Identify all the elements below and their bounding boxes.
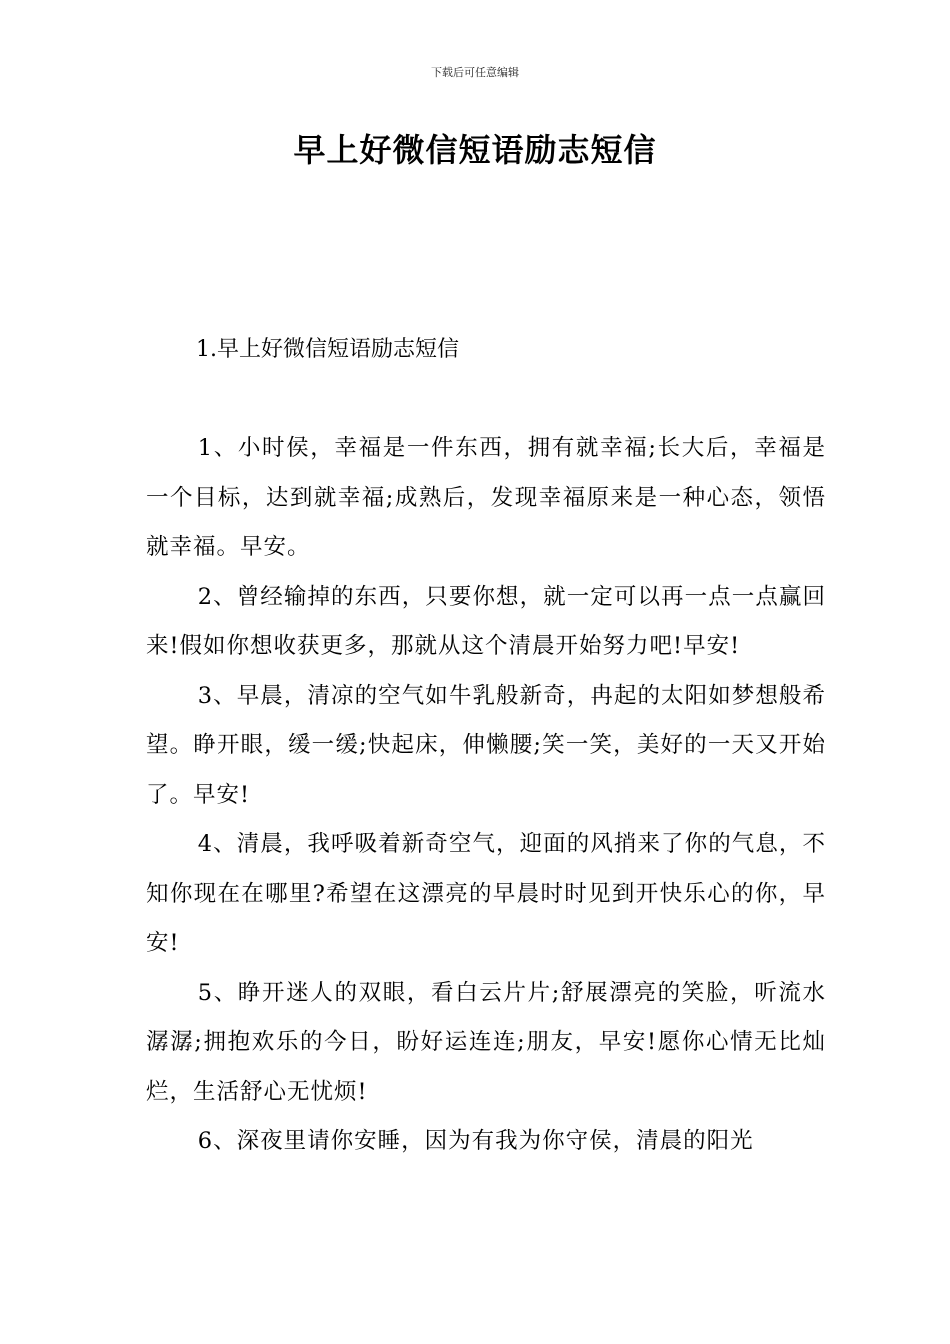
paragraph-3: 3、早晨，清凉的空气如牛乳般新奇，冉起的太阳如梦想般希望。睁开眼，缓一缓;快起床，伸懒腰;笑一笑，美好的一天又开始了。早安! [146, 682, 826, 808]
document-title: 早上好微信短语励志短信 [293, 131, 657, 169]
paragraph-4: 4、清晨，我呼吸着新奇空气，迎面的风捎来了你的气息，不知你现在在哪里?希望在这漂亮的早晨时时见到开快乐心的你，早安! [146, 831, 826, 956]
paragraph-6: 6、深夜里请你安睡，因为有我为你守侯，清晨的阳光 [197, 1128, 754, 1154]
header-note: 下载后可任意编辑 [431, 66, 519, 79]
paragraph-1: 1、小时侯，幸福是一件东西，拥有就幸福;长大后，幸福是一个目标，达到就幸福;成熟后，发现幸福原来是一种心态，领悟就幸福。早安。 [146, 435, 826, 560]
section-heading: 1.早上好微信短语励志短信 [196, 337, 459, 362]
document-body [146, 424, 826, 1167]
paragraph-5: 5、睁开迷人的双眼，看白云片片;舒展漂亮的笑脸，听流水潺潺;拥抱欢乐的今日，盼好运连连;朋友，早安!愿你心情无比灿烂，生活舒心无忧烦! [146, 979, 826, 1105]
paragraph-2: 2、曾经输掉的东西，只要你想，就一定可以再一点一点赢回来!假如你想收获更多，那就从这个清晨开始努力吧!早安! [146, 583, 826, 659]
